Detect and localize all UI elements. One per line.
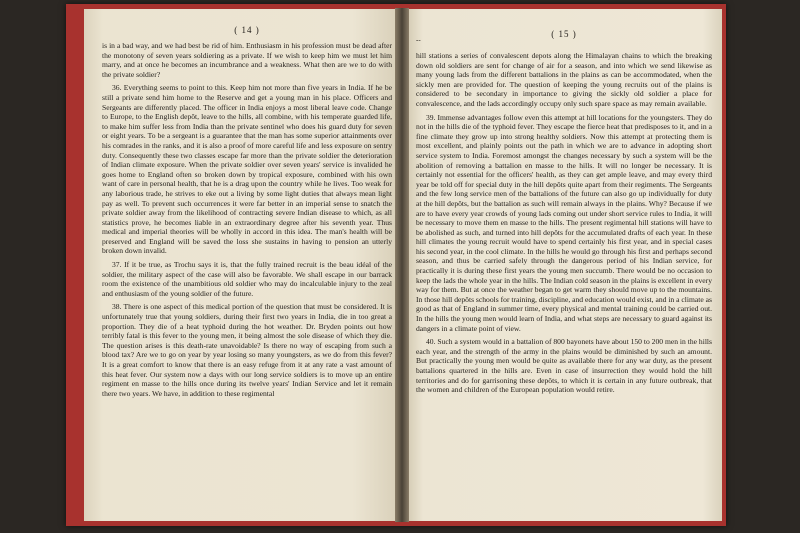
right-page-text: [416, 51, 712, 395]
paragraph: 40. Such a system would in a battalion of 800 bayonets have about 150 to 200 men in the hills each year, and the strength of the army in the plains would be diminished by such an amount. But practically the young men would be quite as available there for any war duty, as the present battalions quartered in the hills are. Even in case of insurrection they would hold the hill territories and do for garrisoning these depôts, to which it is certain in any future outbreak, that the women and children of the European population would retire.: [416, 337, 712, 395]
page-mark: --: [416, 36, 421, 44]
paragraph: hill stations a series of convalescent depots along the Himalayan chains to which the breaking down old soldiers are sent for change of air for a season, and into which we send likewise as many young lads from the different battalions in the plains as can be accommodated, when the sickly men are provided for. The question of keeping the young recruits out of the plains is considered to be secondary in importance to giving the sickly old soldier a place for convalescence, and the lads accordingly occupy only such spare space as may remain available.: [416, 51, 712, 108]
paragraph: is in a bad way, and we had best be rid of him. Enthusiasm in his profession must be dead after the monotony of seven years soldiering as a private. If we wish to keep him we must let him marry, and at once he becomes an incumbrance and a weakness. What then are we to do with the private soldier?: [102, 41, 392, 79]
paragraph: 38. There is one aspect of this medical portion of the question that must be considered. It is unfortunately true that young soldiers, during their first two years in India, die in too great a proportion. They die of a heat typhoid during the hot weather. Dr. Bryden points out how terribly fatal is this fever to the young men, it being almost the sole disease of which they die. The question arises is this death-rate unavoidable? Is there no way of escaping from such a blood tax? Are we to go on year by year losing so many youngsters, as we do from this fever? It is a great comfort to know that there is an easy refuge from it at any rate a vast amount of this heat fever. Our system now a days with our long service soldiers is to move up an entire regiment en masse to the hills once during its twelve years' Indian Service and let it remain there two years. We have, in addition to these regimental: [102, 302, 392, 398]
left-page-text: [102, 41, 392, 398]
paragraph: 36. Everything seems to point to this. Keep him not more than five years in India. If he be still a private send him home to the Reserve and get a young man in his place. Officers and Sergeants are differently placed. The officer in India enjoys a most liberal leave code. Change to Europe, to the English depôt, leave to the hills, all combine, with his temperate guarded life, to make him suffer less from India than the private sentinel who does his guard duty for seven or eight years. To be a sergeant is a guarantee that the man has some superior attainments over his comrades in the ranks, and it is also a proof of more careful life and less exposure on sentry duty. Consequently these two classes escape far more than the private soldier the deterioration of Indian climate exposure. When the private soldier over seven years' service is invalided he goes home to England often so broken down by tropical exposure, combined with his own want of care in personal health, that he is a drag upon the country while he lives. Too weak for any laborious trade, he strives to eke out a living by some light duties that always mean light pay as well. To prevent such occurrences it were far better in an imperial sense to snatch the private soldier away from the likelihood of contracting severe Indian disease to which, as all statistics prove, he becomes liable in an extraordinary degree after his seventh year. Thus medical and imperial theories will be wholly in accord in this idea. The man's health will be preserved and England will be saved the loss she sustains in having to pension an utterly broken down invalid.: [102, 83, 392, 256]
book-gutter: [395, 8, 409, 522]
paragraph: 39. Immense advantages follow even this attempt at hill locations for the youngsters. They do not in the hills die of the typhoid fever. They escape the fierce heat that predisposes to it, and in a fine climate they grow up into strong healthy soldiers. Now this attempt at protecting them is most excellent, and plainly points out the path in which we are to advance in adopting short service system to India. Foremost amongst the changes necessary by such a system will be the abolition of removing a battalion en masse to the hills. It will no longer be necessary. It is certainly not essential for the officers' health, as they can get ample leave, and may every third year be told off for special duty in the hill depôts quite apart from their regiments. The Sergeants and the few long service men of the battalions of the future can also go up individually for duty at the hill depôts, but the battalion as such will remain always in the plains. Why? Because if we are to have every year crowds of young lads coming out under short service rules to India, it will be necessary to move them en masse to the hills. The present regimental hill stations will have to be abolished as such, and turned into hill depôts for the accumulated drafts of each year. In these hill climates the young recruit would have to spend certainly his first year, and in special cases his second year, in the cool climate. In the hills he would go through his first and perhaps second season, and thus be carried safely through the dangerous period of his Indian service, for practically it is during these first years the young men succumb. There would be no occasion to keep the lads the whole year in the hills. The Indian cold season in the plains is excellent in every way for them. But at once the weather began to get warm they should move up to the mountains. In those hill depôts schools for training, discipline, and education would exist, and in a climate as good as that of England in summer time, every physical and mental training could be carried out. In the hills the young men would learn of India, and what steps are necessary to guard against its dangers in a climate point of view.: [416, 112, 712, 333]
page-number-left: ( 14 ): [234, 25, 260, 35]
paragraph: 37. If it be true, as Trochu says it is, that the fully trained recruit is the beau idéal of the soldier, the military aspect of the case will also be favorable. We shall escape in our barrack room the existence of the unambitious old soldier who may do incalculable injury to the zeal and enthusiasm of the young soldier of the future.: [102, 260, 392, 298]
page-number-right: ( 15 ): [551, 29, 577, 39]
left-page: [84, 9, 400, 521]
right-page: [404, 9, 722, 521]
